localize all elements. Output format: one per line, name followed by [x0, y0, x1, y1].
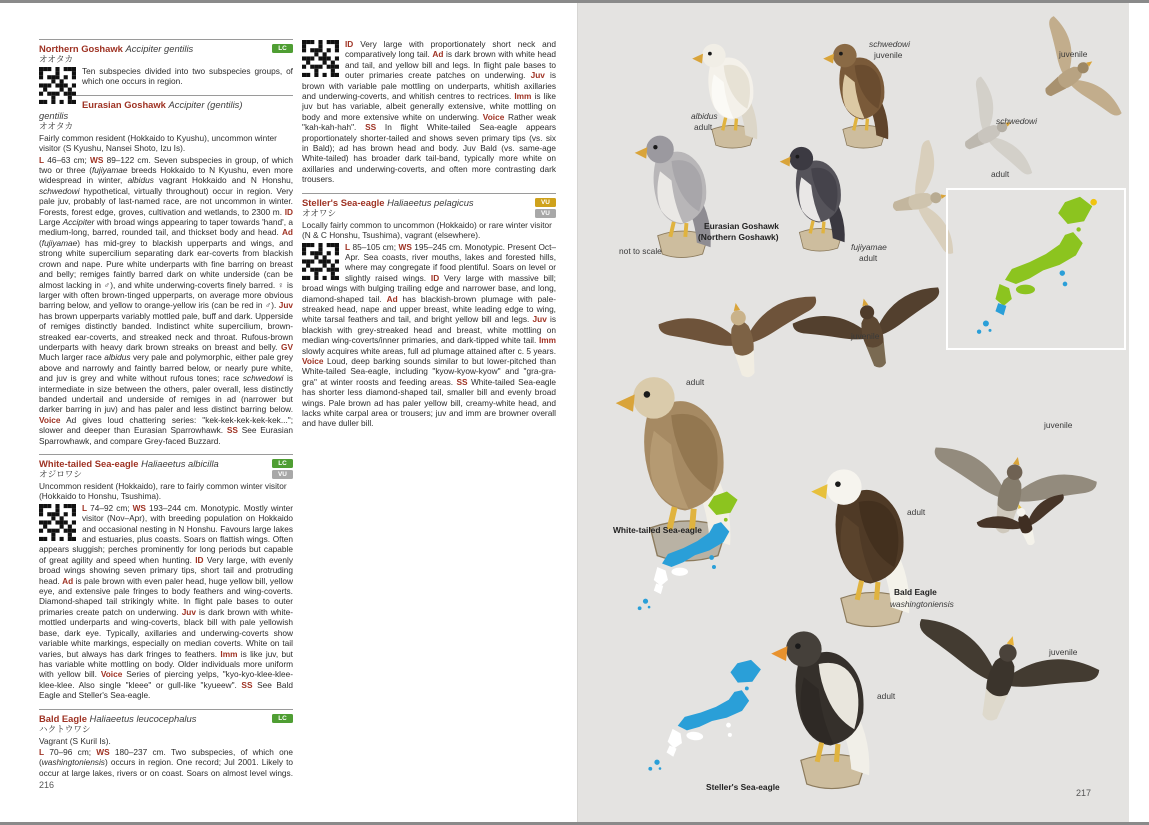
account-body: L 74–92 cm; WS 193–244 cm. Monotypic. Mostly winter visitor (Nov–Apr), with breeding population on Hokkaido and occasional nesting in N Honshu. Favours large lakes and estuaries, plus coasts. Soars on flattish wings. Often appears sluggish; perches prominently for long periods but capable of great agility and speed when hunting. ID Very large, with evenly broad wings showing seven primary tips, short tail and protruding head. Ad is pale brown with even paler head, huge yellow bill, yellow eye, and extensive pale fringes to body feathers and wing-coverts. Diamond-shaped tail strikingly white. In flight pale bases to outer primaries create patch on underwing. Juv is dark brown with white-mottled underparts and wing-coverts, black bill with pale yellowish base, dark eye. Typically, axillaries and underwing-coverts show variable white markings, especially on median coverts. White on tail varies, but always has dark fringes to feathers. Imm is like juv, but has variable white mottling on body. Older individuals more uniform with yellow bill. Voice Series of piercing yelps, "kyo-kyo-klee-klee-klee-klee. Also single "kleee" or gull-like "kyueew". SS See Bald Eagle and Steller's Sea-eagle. [39, 502, 294, 701]
page-number-right: 217 [1076, 788, 1092, 798]
label-schwedowi2-age: adult [991, 169, 1010, 179]
label-not-to-scale: not to scale [619, 246, 662, 256]
species-accounts [39, 39, 556, 781]
japanese-name: オオタカ [39, 54, 74, 64]
page-number-left: 216 [39, 780, 55, 790]
account-status-text: Uncommon resident (Hokkaido), rare to fairly common winter visitor (Hokkaido to Honshu, Tsushima). [39, 481, 287, 502]
japanese-name: オオワシ [302, 207, 337, 218]
account-status-text: Vagrant (S Kuril Is). [39, 735, 111, 746]
label-schwedowi2-race: schwedowi [996, 116, 1037, 126]
label-fujiyamae-age: adult [859, 253, 878, 263]
plate-page [577, 3, 1129, 822]
qr-code [39, 504, 76, 541]
japanese-name: オジロワシ [39, 469, 82, 479]
range-map-steller-sea-eagle [634, 647, 775, 792]
range-map-goshawk [960, 194, 1110, 344]
status-badge: LC [272, 44, 293, 53]
status-badge: LC [272, 714, 293, 723]
species-scientific-name: Haliaeetus leucocephalus [89, 712, 197, 724]
status-badge: VU [272, 470, 293, 479]
species-scientific-name: Accipiter gentilis [125, 43, 194, 54]
species-scientific-name: Accipiter (gentilis) gentilis [39, 98, 243, 121]
species-name: Steller's Sea-eagle [302, 196, 388, 208]
species-account-steller-s-sea-eagle [302, 193, 556, 429]
qr-code [302, 243, 339, 280]
species-account-eurasian-goshawk [39, 95, 293, 446]
status-badges [272, 459, 293, 479]
text-page [23, 3, 577, 822]
species-heading [39, 99, 293, 121]
label-schwedowi-age: juvenile [874, 50, 903, 60]
label-northern-goshawk-alt: (Northern Goshawk) [698, 232, 779, 242]
label-steller-adult: adult [877, 691, 896, 701]
species-scientific-name: Haliaeetus albicilla [141, 458, 219, 469]
label-bald-race: washingtoniensis [890, 599, 954, 609]
species-account-white-tailed-sea-eagle [39, 454, 293, 701]
label-juvenile-top: juvenile [1059, 49, 1088, 59]
species-name: Eurasian Goshawk [82, 98, 169, 110]
status-badge: VU [535, 198, 556, 207]
label-wt-juvenile1: juvenile [851, 331, 880, 341]
label-albidus-race: albidus [691, 111, 718, 121]
status-badges [535, 198, 556, 218]
account-body: L 85–105 cm; WS 195–245 cm. Monotypic. Present Oct–Apr. Sea coasts, river mouths, lakes and forested hills, where may congregate if food plentiful. Soars on level or slightly raised wings. ID Very large with massive bill; broad wings with bulging trailing edge and narrower base, and long, diamond-shaped tail. Ad has blackish-brown plumage with pale-streaked head, nape and upper breast, white leading edge to wing, white tarsal feathers and tail, and bright yellow bill and legs. Juv is blackish with grey-streaked head and breast, white mottling on median wing-coverts/inner primaries, and dark-tipped white tail. Imm slowly acquires white areas, full ad plumage attained after c. 5 years. Voice Loud, deep barking sounds similar to but lower-pitched than White-tailed Sea-eagle, including "kyow-kyow-kyow" and "gra-gra-gra" at winter roosts and feeding areas. SS White-tailed Sea-eagle has shorter less diamond-shaped tail, smaller bill and evenly broad wings. Pale brown ad has paler yellow bill, creamy-white head, and lacks white carpal area or trousers; juv and imm are browner overall and have duller bill. [302, 241, 557, 429]
label-wt-juvenile2: juvenile [1044, 420, 1073, 430]
range-map-box-goshawk [946, 188, 1126, 350]
label-albidus-age: adult [694, 122, 713, 132]
species-name: Northern Goshawk [39, 43, 126, 54]
label-schwedowi-race: schwedowi [869, 39, 910, 49]
japanese-name: オオタカ [39, 120, 74, 131]
species-name: Bald Eagle [39, 712, 90, 724]
status-badge: VU [535, 209, 556, 218]
account-status-text: Fairly common resident (Hokkaido to Kyushu), uncommon winter visitor (S Kyushu, Nansei Shoto, Izu Is). [39, 132, 277, 154]
species-account-northern-goshawk [39, 39, 293, 87]
account-body: L 70–96 cm; WS 180–237 cm. Two subspecies, of which one (washingtoniensis) occurs in region. One record; Jul 2001. Likely to occur at large lakes, rivers or on coast. Soars on almost level wings. ID Very large with proportionately short neck and comparatively long tail. Ad is dark brown with white head and tail, and yellow bill and legs. In flight pale bases to outer primaries create patches on underwing. Juv is brown with variable pale mottling on underparts, whitish axillaries and underwing-coverts, and whitish centres to rectrices. Imm is like juv but has variable, albeit generally extensive, white mottling on body and more extensive white on underwing. Voice Rather weak "kah-kah-hah". SS In flight White-tailed Sea-eagle appears proportionately shorter-tailed and shows seven primary tips (vs. six in Bald); ad has brown head and body. Juv Bald (vs. same-age White-tailed) has broader dark tail-band, typically more white on axillaries and underwing-coverts, and often more contrasting dark trousers. [39, 39, 556, 778]
species-name: White-tailed Sea-eagle [39, 458, 142, 469]
species-heading [39, 713, 293, 724]
status-badges [272, 44, 293, 53]
range-map-white-tailed-sea-eagle [629, 488, 747, 620]
account-body: L 46–63 cm; WS 89–122 cm. Seven subspecies in group, of which two or three (fujiyamae breeds Hokkaido to N Kyushu, even more widespread in winter, albidus vagrant Hokkaido and N Honshu, schwedowi hypothetical, virtually throughout) occur in region. Very pale juv, probably of last-named race, are not uncommon in winter. Forests, forest edge, groves, cultivation and wetlands, to 2300 m. ID Large Accipiter with broad wings appearing to taper towards 'hand', a medium-long, barred, rounded tail, and thickset body and head. Ad (fujiyamae) has mid-grey to blackish upperparts and wings, and strong white supercilium separating dark ear-coverts from blackish crown and nape. Pure white underparts with fine barring on breast and belly; remiges faintly barred dark on white underside (can be almost lacking in ♂), and white underwing-coverts finely barred. ♀ is larger with often brown-tinged upperparts, on average more obvious barring below, and yellow to orange-yellow iris (can be red in ♂). Juv has brown upperparts variably mottled pale, buff and dark. Upperside of remiges distinctly banded. Indistinct white supercilium, brown-streaked ear-coverts, and streaked neck and throat. Rufous-brown underparts with heavy dark brown streaks on breast and belly. GV Much larger race albidus very pale and polymorphic, either pale grey above and narrowly and faintly barred below, or nearly pure white, and juv is grey and white without rufous tones; race schwedowi is intermediate in size between the others, paler overall, less distinctly banded undertail and underside of remiges in ad (narrower but darker barring in juv) and has paler and less distinct barring below. Voice Ad gives loud chattering series: "kek-kek-kek-kek-kek..."; slower and deeper than Eurasian Sparrowhawk. SS See Eurasian Sparrowhawk, and compare Grey-faced Buzzard. [39, 154, 294, 446]
label-steller-sea-eagle: Steller's Sea-eagle [706, 782, 780, 792]
qr-code [302, 40, 339, 77]
label-eurasian-goshawk: Eurasian Goshawk [704, 221, 779, 231]
account-body: Ten subspecies divided into two subspecies groups, of which one occurs in region. [39, 66, 293, 87]
status-badges [272, 714, 293, 723]
account-status-text: Locally fairly common to uncommon (Hokkaido) or rare winter visitor (N & C Honshu, Tsushima), vagrant (elsewhere). [302, 219, 552, 241]
label-wt-adult: adult [686, 377, 705, 387]
label-fujiyamae-race: fujiyamae [851, 242, 887, 252]
label-bald-eagle: Bald Eagle [894, 587, 937, 597]
label-white-tailed-sea-eagle: White-tailed Sea-eagle [613, 525, 702, 535]
species-scientific-name: Haliaeetus pelagicus [387, 196, 474, 208]
label-steller-juvenile: juvenile [1049, 647, 1078, 657]
japanese-name: ハクトウワシ [39, 723, 91, 734]
status-badge: LC [272, 459, 293, 468]
species-heading [39, 43, 293, 54]
label-bald-adult: adult [907, 507, 926, 517]
illustration-goshawk-schwedowi-juvenile [801, 33, 928, 151]
